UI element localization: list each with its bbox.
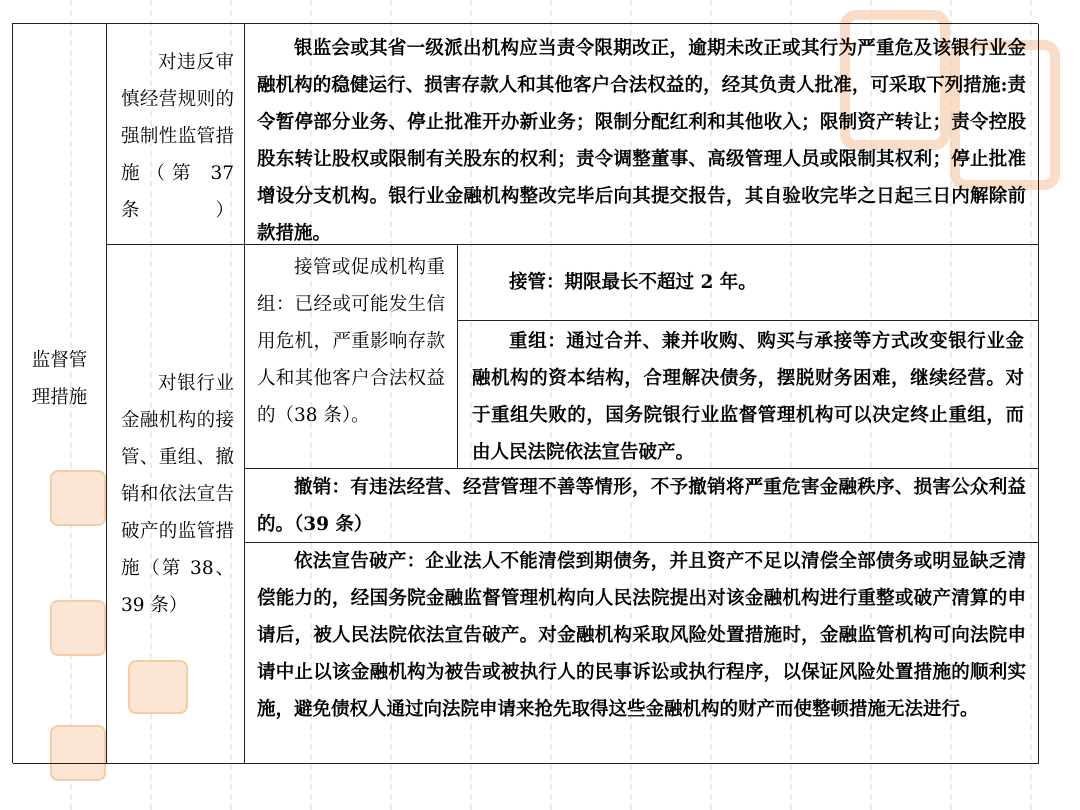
- reorganization-text: 重组：通过合并、兼并收购、购买与承接等方式改变银行业金融机构的资本结构，合理解决债务，摆脱财务困难，继续经营。对于重组失败的，国务院银行业监督管理机构可以决定终止重组，而由人民法院依法宣告破产。: [472, 331, 1024, 463]
- condition-cell: [245, 245, 458, 469]
- category-label: 监督管理措施: [31, 349, 88, 408]
- revocation-cell: [245, 469, 1039, 543]
- section1-text: 银监会或其省一级派出机构应当责令限期改正，逾期未改正或其行为严重危及该银行业金融机构的稳健运行、损害存款人和其他客户合法权益的，经其负责人批准，可采取下列措施:责令暂停部分业务、停止批准开办新业务；限制分配红利和其他收入；限制资产转让；责令控股股东转让股权或限制有关股东的权利；责令调整董事、高级管理人员或限制其权利；停止批准增设分支机构。银行业金融机构整改完毕后向其提交报告，其自验收完毕之日起三日内解除前款措施。: [257, 38, 1026, 244]
- section1-label: 对违反审慎经营规则的强制性监管措施（第 37 条）: [121, 52, 234, 221]
- regulatory-measures-table: [12, 23, 1038, 763]
- section2-label-cell: [107, 245, 245, 764]
- bankruptcy-text: 依法宣告破产：企业法人不能清偿到期债务，并且资产不足以清偿全部债务或明显缺乏清偿能力的，经国务院金融监督管理机构向人民法院提出对该金融机构进行重整或破产清算的申请后，被人民法院依法宣告破产。对金融机构采取风险处置措施时，金融监管机构可向法院申请中止以该金融机构为被告或被执行人的民事诉讼或执行程序，以保证风险处置措施的顺利实施，避免债权人通过向法院申请来抢先取得这些金融机构的财产而使整顿措施无法进行。: [257, 551, 1026, 720]
- takeover-text: 接管：期限最长不超过 2 年。: [509, 272, 757, 293]
- takeover-cell: [458, 245, 1039, 321]
- reorganization-cell: [458, 321, 1039, 469]
- bankruptcy-cell: [245, 543, 1039, 764]
- section2-label: 对银行业金融机构的接管、重组、撤销和依法宣告破产的监管措施（第 38、39 条）: [121, 373, 234, 616]
- condition-text: 接管或促成机构重组：已经或可能发生信用危机，严重影响存款人和其他客户合法权益的（38 条）。: [257, 257, 445, 426]
- section1-content-cell: [245, 24, 1039, 245]
- category-cell: [13, 24, 107, 764]
- revocation-text: 撤销：有违法经营、经营管理不善等情形，不予撤销将严重危害金融秩序、损害公众利益的。（39 条）: [257, 477, 1026, 535]
- section1-label-cell: [107, 24, 245, 245]
